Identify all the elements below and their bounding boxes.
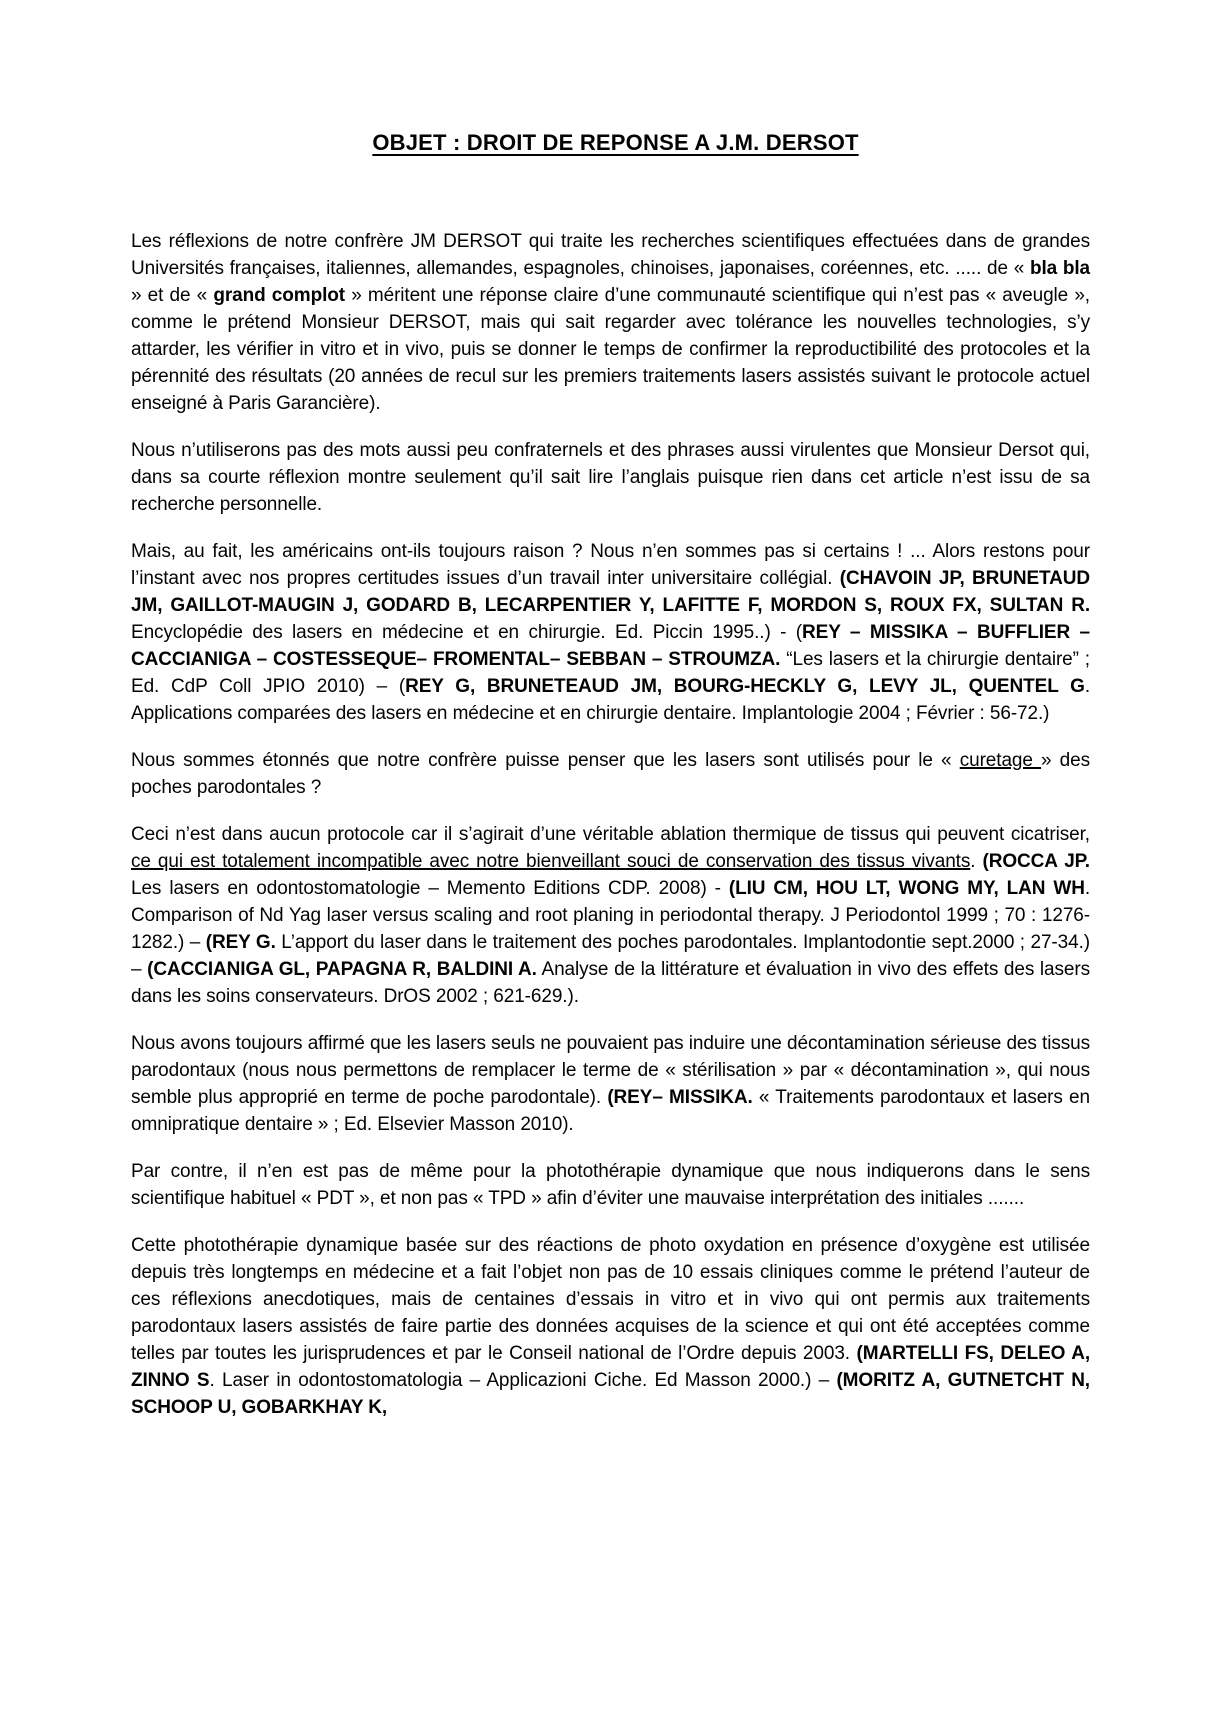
text-segment: Cette photothérapie dynamique basée sur des réactions de photo oxydation en présence d’oxygène est utilisée depuis très longtemps en médecine et a fait l’objet non pas de 10 essais cliniques comme le prétend l’auteur de ces réflexions anecdotiques, mais de centaines d’essais in vitro et in vivo qui ont permis aux traitements parodontaux lasers assistés de faire partie des données acquises de la science et qui ont été acceptées comme telles par toutes les jurisprudences et par le Conseil national de l’Ordre depuis 2003. [131, 1235, 1090, 1364]
text-segment: Nous sommes étonnés que notre confrère puisse penser que les lasers sont utilisés pour le « [131, 750, 960, 771]
text-segment: Encyclopédie des lasers en médecine et en chirurgie. Ed. Piccin 1995..) - ( [131, 622, 803, 643]
text-segment: (REY– MISSIKA. [607, 1087, 753, 1108]
text-segment: (CACCIANIGA GL, PAPAGNA R, BALDINI A. [147, 959, 537, 980]
text-segment: grand complot [213, 285, 345, 306]
text-segment: « Traitements parodontaux et lasers en omnipratique dentaire » ; Ed. Elsevier Masson 2010). [131, 1087, 1090, 1135]
text-segment: (LIU CM, HOU LT, WONG MY, LAN WH [728, 878, 1085, 899]
text-segment: . Applications comparées des lasers en médecine et en chirurgie dentaire. Implantologie 2004 ; Février : 56-72.) [131, 676, 1090, 724]
text-segment: Les réflexions de notre confrère JM DERSOT qui traite les recherches scientifiques effectuées dans de grandes Universités françaises, italiennes, allemandes, espagnoles, chinoises, japonaises, coréennes, etc. ..... de « [131, 231, 1090, 279]
text-segment: . [970, 851, 983, 872]
document-title: OBJET : DROIT DE REPONSE A J.M. DERSOT [372, 130, 859, 155]
text-segment: (MORITZ A, GUTNETCHT N, SCHOOP U, GOBARKHAY K, [131, 1370, 1090, 1418]
text-segment: (ROCCA JP. [982, 851, 1090, 872]
text-segment: “Les lasers et la chirurgie dentaire” ; Ed. CdP Coll JPIO 2010) – ( [131, 649, 1090, 697]
text-segment: (CHAVOIN JP, BRUNETAUD JM, GAILLOT-MAUGIN J, GODARD B, LECARPENTIER Y, LAFITTE F, MORDON S, ROUX FX, SULTAN R. [131, 568, 1090, 616]
paragraph [131, 1030, 1090, 1138]
paragraph [131, 228, 1090, 417]
text-segment: ce qui est totalement incompatible avec notre bienveillant souci de conservation des tissus vivants [131, 851, 971, 872]
text-segment: Analyse de la littérature et évaluation in vivo des effets des lasers dans les soins conservateurs. DrOS 2002 ; 621-629.). [131, 959, 1090, 1007]
text-segment: (MARTELLI FS, DELEO A, ZINNO S [131, 1343, 1090, 1391]
text-segment: » méritent une réponse claire d’une communauté scientifique qui n’est pas « aveugle », comme le prétend Monsieur DERSOT, mais qui sait regarder avec tolérance les nouvelles technologies, s’y attarder, les vérifier in vitro et in vivo, puis se donner le temps de confirmer la reproductibilité des protocoles et la pérennité des résultats (20 années de recul sur les premiers traitements lasers assistés suivant le protocole actuel enseigné à Paris Garancière). [131, 285, 1090, 414]
paragraph [131, 821, 1090, 1010]
paragraph [131, 1232, 1090, 1421]
text-segment: » et de « [131, 285, 214, 306]
text-segment: Nous n’utiliserons pas des mots aussi peu confraternels et des phrases aussi virulentes que Monsieur Dersot qui, dans sa courte réflexion montre seulement qu’il sait lire l’anglais puisque rien dans cet article n’est issu de sa recherche personnelle. [131, 440, 1090, 515]
text-segment: Ceci n’est dans aucun protocole car il s’agirait d’une véritable ablation thermique de tissus qui peuvent cicatriser, [131, 824, 1090, 845]
text-segment: REY G, BRUNETEAUD JM, BOURG-HECKLY G, LEVY JL, QUENTEL G [405, 676, 1085, 697]
text-segment: (REY G. [205, 932, 276, 953]
text-segment: . Laser in odontostomatologia – Applicazioni Ciche. Ed Masson 2000.) – [209, 1370, 837, 1391]
paragraph [131, 1158, 1090, 1212]
text-segment: bla bla [1029, 258, 1090, 279]
text-segment: . Comparison of Nd Yag laser versus scaling and root planing in periodontal therapy. J Periodontol 1999 ; 70 : 1276-1282.) – [131, 878, 1091, 953]
paragraph [131, 538, 1090, 727]
paragraph [131, 747, 1090, 801]
text-segment: Par contre, il n’en est pas de même pour la photothérapie dynamique que nous indiquerons dans le sens scientifique habituel « PDT », et non pas « TPD » afin d’éviter une mauvaise interprétation des initiales ....... [131, 1161, 1090, 1209]
text-segment: Mais, au fait, les américains ont-ils toujours raison ? Nous n’en sommes pas si certains ! ... Alors restons pour l’instant avec nos propres certitudes issues d’un travail inter universitaire collégial. [131, 541, 1090, 589]
text-segment: Les lasers en odontostomatologie – Memento Editions CDP. 2008) - [131, 878, 729, 899]
text-segment: L’apport du laser dans le traitement des poches parodontales. Implantodontie sept.2000 ; 27-34.) – [131, 932, 1090, 980]
paragraph [131, 437, 1090, 518]
text-segment: Nous avons toujours affirmé que les lasers seuls ne pouvaient pas induire une décontamination sérieuse des tissus parodontaux (nous nous permettons de remplacer le terme de « stérilisation » par « décontamination », qui nous semble plus approprié en terme de poche parodontale). [131, 1033, 1090, 1108]
text-segment: curetage [959, 750, 1042, 771]
document-body [131, 228, 1090, 1441]
text-segment: REY – MISSIKA – BUFFLIER – CACCIANIGA – COSTESSEQUE– FROMENTAL– SEBBAN – STROUMZA. [131, 622, 1091, 670]
text-segment: » des poches parodontales ? [131, 750, 1091, 798]
